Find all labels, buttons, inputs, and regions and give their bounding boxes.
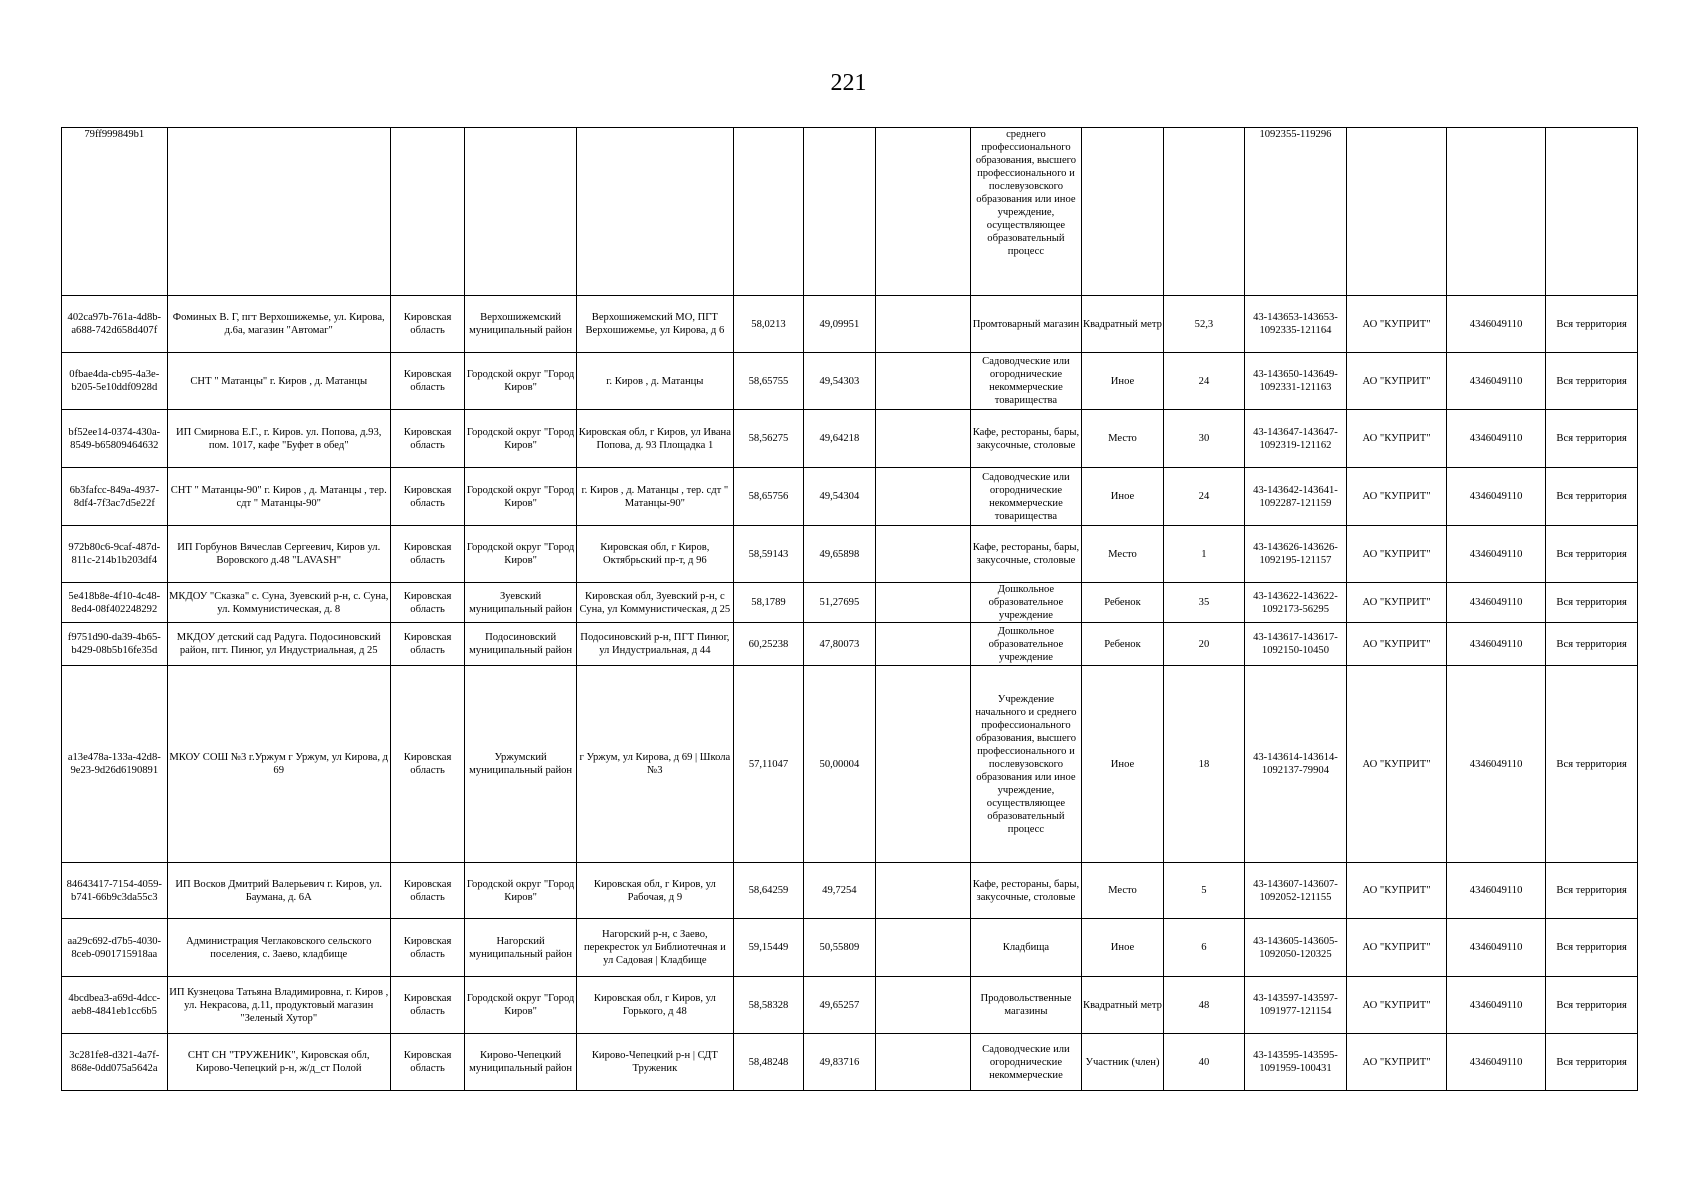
cell-id: bf52ee14-0374-430a-8549-b65809464632 [62,410,168,468]
cell-lon: 49,64218 [804,410,875,468]
table-row [62,977,1638,1034]
cell-category: Кладбища [971,919,1082,977]
cell-code: 43-143595-143595-1091959-100431 [1244,1034,1347,1091]
cell-category: Дошкольное образовательное учреждение [971,623,1082,666]
cell-lat: 58,0213 [733,296,803,353]
cell-unit: Иное [1081,468,1163,526]
cell-lat: 59,15449 [733,919,803,977]
cell-id: f9751d90-da39-4b65-b429-08b5b16fe35d [62,623,168,666]
cell-id: 6b3fafcc-849a-4937-8df4-7f3ac7d5e22f [62,468,168,526]
cell-qty: 5 [1164,863,1244,919]
cell-empty [1164,128,1244,296]
cell-qty: 20 [1164,623,1244,666]
cell-operator: АО "КУПРИТ" [1347,583,1447,623]
cell-empty [1546,128,1638,296]
cell-empty [875,353,971,410]
cell-region: Кировская область [390,863,464,919]
cell-id: 972b80c6-9caf-487d-811c-214b1b203df4 [62,526,168,583]
cell-operator: АО "КУПРИТ" [1347,468,1447,526]
cell-category: Кафе, рестораны, бары, закусочные, столовые [971,863,1082,919]
cell-territory: Вся территория [1546,410,1638,468]
cell-territory: Вся территория [1546,583,1638,623]
cell-name: ИП Смирнова Е.Г., г. Киров. ул. Попова, д.93, пом. 1017, кафе "Буфет в обед" [167,410,390,468]
table-row [62,410,1638,468]
cell-code: 43-143617-143617-1092150-10450 [1244,623,1347,666]
cell-qty: 24 [1164,468,1244,526]
table-row [62,666,1638,863]
cell-code: 43-143607-143607-1092052-121155 [1244,863,1347,919]
cell-empty [1081,128,1163,296]
cell-unit: Иное [1081,666,1163,863]
cell-unit: Квадратный метр [1081,296,1163,353]
cell-inn: 4346049110 [1446,863,1546,919]
cell-id: aa29c692-d7b5-4030-8ceb-0901715918aa [62,919,168,977]
cell-empty [465,128,577,296]
table-row [62,583,1638,623]
cell-name: МКОУ СОШ №3 г.Уржум г Уржум, ул Кирова, д 69 [167,666,390,863]
cell-empty [875,919,971,977]
cell-municipality: Городской округ "Город Киров" [465,863,577,919]
cell-territory: Вся территория [1546,1034,1638,1091]
cell-lat: 58,58328 [733,977,803,1034]
cell-category: среднего профессионального образования, высшего профессионального и послевузовского образования или иное учреждение, осуществляющее образовательный процесс [971,128,1082,296]
cell-qty: 52,3 [1164,296,1244,353]
cell-region: Кировская область [390,977,464,1034]
cell-empty [875,1034,971,1091]
cell-name: СНТ " Матанцы-90" г. Киров , д. Матанцы , тер. сдт " Матанцы-90" [167,468,390,526]
cell-region: Кировская область [390,353,464,410]
cell-id: 3c281fe8-d321-4a7f-868e-0dd075a5642a [62,1034,168,1091]
cell-empty [875,977,971,1034]
cell-region: Кировская область [390,410,464,468]
cell-code: 43-143614-143614-1092137-79904 [1244,666,1347,863]
cell-operator: АО "КУПРИТ" [1347,863,1447,919]
cell-qty: 6 [1164,919,1244,977]
cell-territory: Вся территория [1546,919,1638,977]
cell-address: Верхошижемский МО, ПГТ Верхошижемье, ул Кирова, д 6 [576,296,733,353]
cell-code: 43-143626-143626-1092195-121157 [1244,526,1347,583]
cell-unit: Место [1081,863,1163,919]
cell-inn: 4346049110 [1446,410,1546,468]
cell-inn: 4346049110 [1446,977,1546,1034]
cell-id: 4bcdbea3-a69d-4dcc-aeb8-4841eb1cc6b5 [62,977,168,1034]
cell-empty [875,583,971,623]
cell-category: Садоводческие или огороднические некоммерческие товарищества [971,353,1082,410]
cell-address: г. Киров , д. Матанцы , тер. сдт " Матанцы-90" [576,468,733,526]
cell-lat: 60,25238 [733,623,803,666]
cell-empty [875,623,971,666]
cell-empty [804,128,875,296]
cell-lon: 49,09951 [804,296,875,353]
cell-region: Кировская область [390,1034,464,1091]
cell-code: 43-143622-143622-1092173-56295 [1244,583,1347,623]
cell-empty [167,128,390,296]
cell-operator: АО "КУПРИТ" [1347,410,1447,468]
cell-code: 43-143605-143605-1092050-120325 [1244,919,1347,977]
cell-name: ИП Восков Дмитрий Валерьевич г. Киров, ул. Баумана, д. 6А [167,863,390,919]
cell-inn: 4346049110 [1446,919,1546,977]
cell-name: ИП Кузнецова Татьяна Владимировна, г. Киров , ул. Некрасова, д.11, продуктовый магазин "Зеленый Хутор" [167,977,390,1034]
cell-unit: Ребенок [1081,623,1163,666]
cell-municipality: Уржумский муниципальный район [465,666,577,863]
cell-address: Нагорский р-н, с Заево, перекресток ул Библиотечная и ул Садовая | Кладбище [576,919,733,977]
cell-address: г. Киров , д. Матанцы [576,353,733,410]
cell-qty: 1 [1164,526,1244,583]
cell-lat: 58,59143 [733,526,803,583]
cell-qty: 18 [1164,666,1244,863]
table-row [62,1034,1638,1091]
cell-code: 43-143650-143649-1092331-121163 [1244,353,1347,410]
cell-address: Кирово-Чепецкий р-н | СДТ Труженик [576,1034,733,1091]
cell-unit: Место [1081,410,1163,468]
cell-id: 5e418b8e-4f10-4c48-8ed4-08f402248292 [62,583,168,623]
cell-operator: АО "КУПРИТ" [1347,623,1447,666]
cell-region: Кировская область [390,526,464,583]
cell-empty [875,863,971,919]
cell-territory: Вся территория [1546,468,1638,526]
cell-qty: 30 [1164,410,1244,468]
cell-empty [875,468,971,526]
cell-lat: 57,11047 [733,666,803,863]
cell-municipality: Зуевский муниципальный район [465,583,577,623]
table-row [62,919,1638,977]
cell-unit: Ребенок [1081,583,1163,623]
page-number: 221 [830,70,867,96]
cell-category: Промтоварный магазин [971,296,1082,353]
cell-qty: 40 [1164,1034,1244,1091]
cell-territory: Вся территория [1546,296,1638,353]
cell-address: Кировская обл, г Киров, ул Горького, д 48 [576,977,733,1034]
cell-territory: Вся территория [1546,623,1638,666]
cell-inn: 4346049110 [1446,1034,1546,1091]
cell-code: 43-143642-143641-1092287-121159 [1244,468,1347,526]
cell-address: Кировская обл, г Киров, Октябрьский пр-т, д 96 [576,526,733,583]
cell-unit: Квадратный метр [1081,977,1163,1034]
cell-id: a13e478a-133a-42d8-9e23-9d26d6190891 [62,666,168,863]
cell-lon: 49,65257 [804,977,875,1034]
cell-lon: 49,83716 [804,1034,875,1091]
cell-id: 79ff999849b1 [62,128,168,296]
cell-municipality: Верхошижемский муниципальный район [465,296,577,353]
cell-lon: 50,55809 [804,919,875,977]
cell-operator: АО "КУПРИТ" [1347,296,1447,353]
cell-municipality: Городской округ "Город Киров" [465,410,577,468]
cell-code: 43-143647-143647-1092319-121162 [1244,410,1347,468]
cell-region: Кировская область [390,666,464,863]
cell-empty [875,296,971,353]
cell-territory: Вся территория [1546,863,1638,919]
cell-municipality: Городской округ "Город Киров" [465,977,577,1034]
cell-lon: 50,00004 [804,666,875,863]
cell-category: Продовольственные магазины [971,977,1082,1034]
registry-table [61,127,1638,1091]
cell-lat: 58,56275 [733,410,803,468]
cell-municipality: Городской округ "Город Киров" [465,353,577,410]
cell-territory: Вся территория [1546,977,1638,1034]
cell-qty: 35 [1164,583,1244,623]
cell-lat: 58,64259 [733,863,803,919]
cell-empty [875,128,971,296]
cell-inn: 4346049110 [1446,296,1546,353]
cell-region: Кировская область [390,623,464,666]
cell-name: Фоминых В. Г, пгт Верхошижемье, ул. Кирова, д.6а, магазин "Автомаг" [167,296,390,353]
cell-operator: АО "КУПРИТ" [1347,353,1447,410]
cell-code: 1092355-119296 [1244,128,1347,296]
cell-inn: 4346049110 [1446,468,1546,526]
cell-name: Администрация Чеглаковского сельского поселения, с. Заево, кладбище [167,919,390,977]
cell-lon: 51,27695 [804,583,875,623]
cell-category: Дошкольное образовательное учреждение [971,583,1082,623]
cell-municipality: Кирово-Чепецкий муниципальный район [465,1034,577,1091]
cell-lat: 58,48248 [733,1034,803,1091]
cell-municipality: Нагорский муниципальный район [465,919,577,977]
cell-address: Кировская обл, г Киров, ул Ивана Попова, д. 93 Площадка 1 [576,410,733,468]
table-row-continued [62,128,1638,296]
cell-territory: Вся территория [1546,666,1638,863]
cell-region: Кировская область [390,583,464,623]
cell-empty [875,526,971,583]
cell-municipality: Городской округ "Город Киров" [465,468,577,526]
cell-operator: АО "КУПРИТ" [1347,977,1447,1034]
table-row [62,863,1638,919]
cell-address: Кировская обл, г Киров, ул Рабочая, д 9 [576,863,733,919]
cell-code: 43-143597-143597-1091977-121154 [1244,977,1347,1034]
cell-municipality: Городской округ "Город Киров" [465,526,577,583]
cell-unit: Иное [1081,353,1163,410]
cell-category: Кафе, рестораны, бары, закусочные, столовые [971,410,1082,468]
cell-empty [875,410,971,468]
cell-name: СНТ " Матанцы" г. Киров , д. Матанцы [167,353,390,410]
cell-operator: АО "КУПРИТ" [1347,919,1447,977]
cell-unit: Участник (член) [1081,1034,1163,1091]
cell-name: СНТ СН "ТРУЖЕНИК", Кировская обл, Кирово-Чепецкий р-н, ж/д_ст Полой [167,1034,390,1091]
cell-name: ИП Горбунов Вячеслав Сергеевич, Киров ул. Воровского д.48 "LAVASH" [167,526,390,583]
cell-inn: 4346049110 [1446,526,1546,583]
cell-category: Кафе, рестораны, бары, закусочные, столовые [971,526,1082,583]
cell-name: МКДОУ "Сказка" с. Суна, Зуевский р-н, с. Суна, ул. Коммунистическая, д. 8 [167,583,390,623]
cell-qty: 24 [1164,353,1244,410]
cell-category: Садоводческие или огороднические некоммерческие товарищества [971,468,1082,526]
table-row [62,526,1638,583]
cell-empty [875,666,971,863]
cell-operator: АО "КУПРИТ" [1347,1034,1447,1091]
cell-category: Учреждение начального и среднего профессионального образования, высшего профессионального и послевузовского образования или иное учреждение, осуществляющее образовательный процесс [971,666,1082,863]
cell-territory: Вся территория [1546,353,1638,410]
cell-category: Садоводческие или огороднические некоммерческие [971,1034,1082,1091]
cell-region: Кировская область [390,296,464,353]
cell-inn: 4346049110 [1446,353,1546,410]
cell-operator: АО "КУПРИТ" [1347,666,1447,863]
cell-empty [733,128,803,296]
cell-unit: Иное [1081,919,1163,977]
table-row [62,468,1638,526]
cell-operator: АО "КУПРИТ" [1347,526,1447,583]
cell-lat: 58,65756 [733,468,803,526]
cell-inn: 4346049110 [1446,666,1546,863]
table-row [62,623,1638,666]
cell-lon: 47,80073 [804,623,875,666]
cell-empty [576,128,733,296]
cell-name: МКДОУ детский сад Радуга. Подосиновский район, пгт. Пинюг, ул Индустриальная, д 25 [167,623,390,666]
cell-lat: 58,1789 [733,583,803,623]
cell-lon: 49,65898 [804,526,875,583]
cell-empty [390,128,464,296]
cell-municipality: Подосиновский муниципальный район [465,623,577,666]
cell-territory: Вся территория [1546,526,1638,583]
cell-empty [1347,128,1447,296]
registry-table-body [62,128,1638,1091]
cell-id: 0fbae4da-cb95-4a3e-b205-5e10ddf0928d [62,353,168,410]
table-row [62,353,1638,410]
cell-id: 84643417-7154-4059-b741-66b9c3da55c3 [62,863,168,919]
cell-address: Подосиновский р-н, ПГТ Пинюг, ул Индустриальная, д 44 [576,623,733,666]
cell-inn: 4346049110 [1446,623,1546,666]
cell-region: Кировская область [390,468,464,526]
cell-inn: 4346049110 [1446,583,1546,623]
cell-lon: 49,7254 [804,863,875,919]
cell-lon: 49,54304 [804,468,875,526]
cell-region: Кировская область [390,919,464,977]
cell-lat: 58,65755 [733,353,803,410]
cell-address: Кировская обл, Зуевский р-н, с Суна, ул Коммунистическая, д 25 [576,583,733,623]
cell-lon: 49,54303 [804,353,875,410]
cell-qty: 48 [1164,977,1244,1034]
table-row [62,296,1638,353]
cell-empty [1446,128,1546,296]
cell-address: г Уржум, ул Кирова, д 69 | Школа №3 [576,666,733,863]
cell-code: 43-143653-143653-1092335-121164 [1244,296,1347,353]
cell-id: 402ca97b-761a-4d8b-a688-742d658d407f [62,296,168,353]
cell-unit: Место [1081,526,1163,583]
